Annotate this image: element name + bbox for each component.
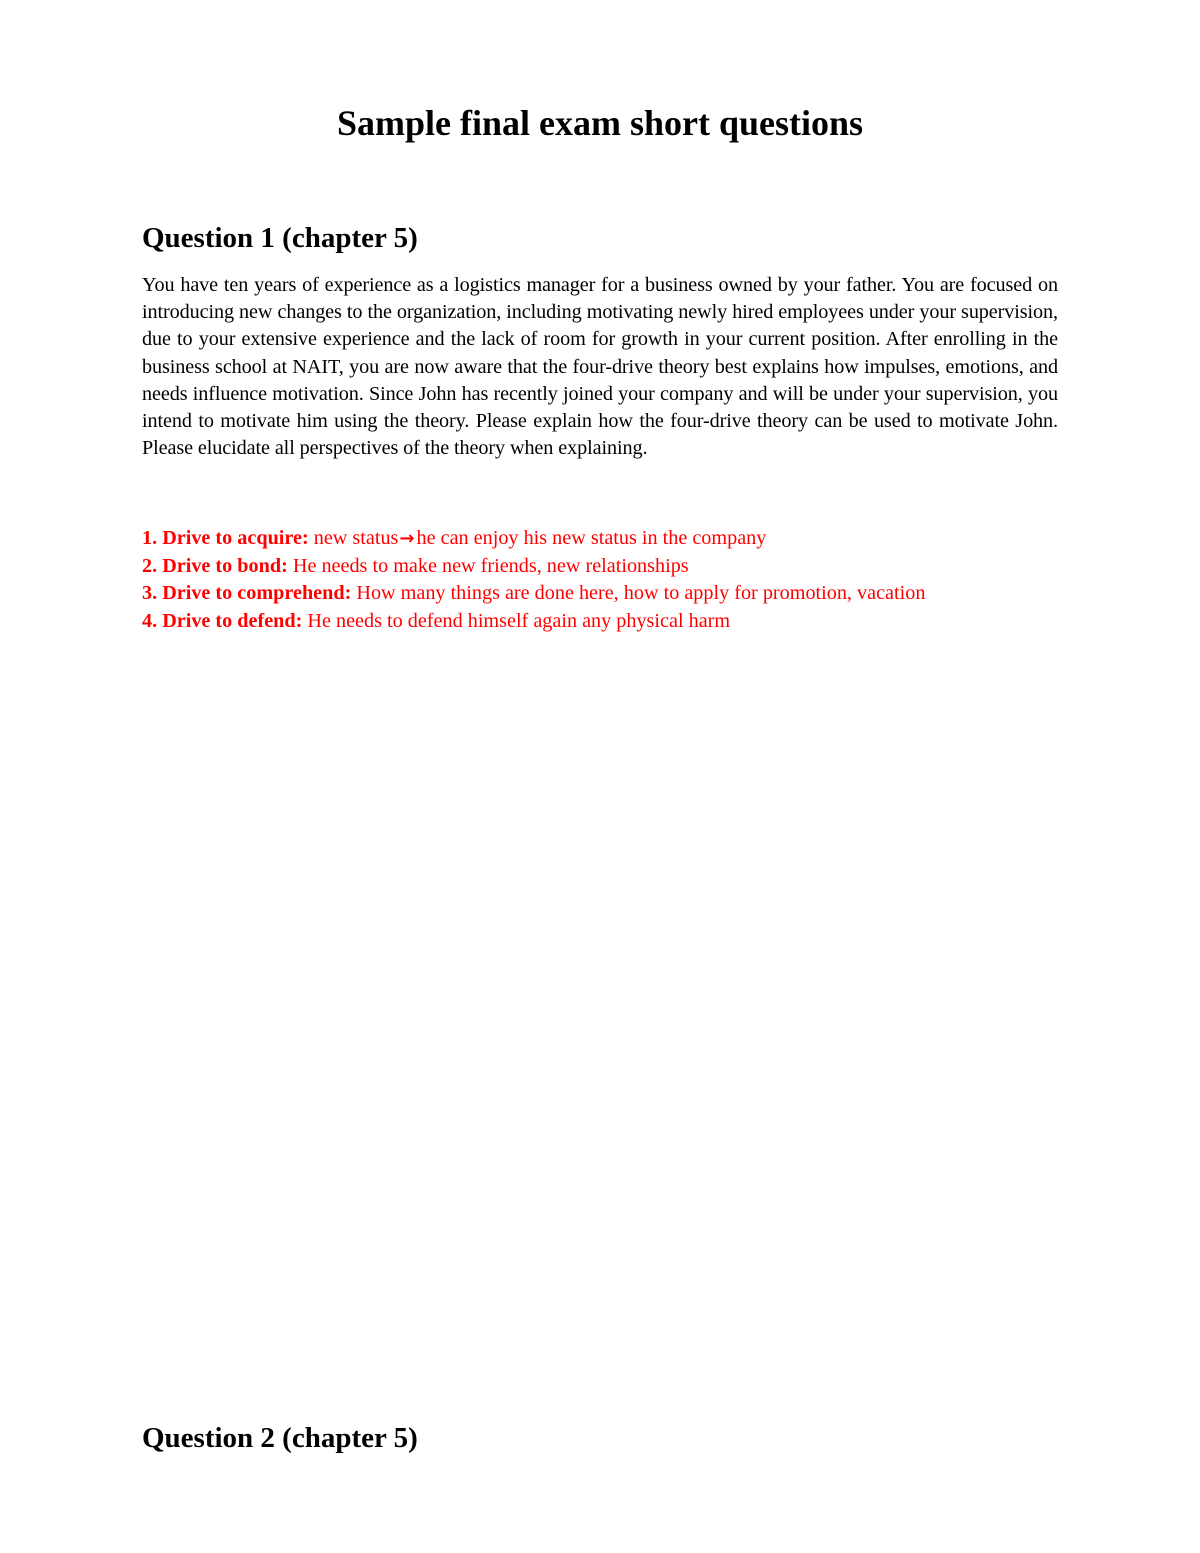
- answer-text-after: he can enjoy his new status in the company: [416, 527, 767, 549]
- answer-key: 2. Drive to bond:: [142, 554, 288, 577]
- answer-text: He needs to make new friends, new relationships: [292, 554, 689, 577]
- answer-item-acquire: [142, 525, 1072, 553]
- question-1-heading: Question 1 (chapter 5): [142, 222, 418, 254]
- question-2-heading: Question 2 (chapter 5): [142, 1422, 418, 1454]
- right-arrow-icon: →: [399, 528, 415, 549]
- answer-item-defend: [142, 608, 1072, 636]
- answer-item-comprehend: [142, 580, 1072, 608]
- answer-text: He needs to defend himself again any physical harm: [307, 609, 731, 632]
- answer-key: 1. Drive to acquire:: [142, 527, 309, 549]
- answer-text: new status: [313, 527, 399, 549]
- answer-key: 4. Drive to defend:: [142, 609, 303, 632]
- question-1-body: You have ten years of experience as a logistics manager for a business owned by your father. You are focused on introducing new changes to the organization, including motivating newly hired employees under your supervision, due to your extensive experience and the lack of room for growth in your current position. After enrolling in the business school at NAIT, you are now aware that the four-drive theory best explains how impulses, emotions, and needs influence motivation. Since John has recently joined your company and will be under your supervision, you intend to motivate him using the theory. Please explain how the four-drive theory can be used to motivate John. Please elucidate all perspectives of the theory when explaining.: [142, 274, 1058, 460]
- document-title: Sample final exam short questions: [336, 103, 864, 143]
- answer-list: [142, 525, 1072, 635]
- answer-key: 3. Drive to comprehend:: [142, 582, 352, 604]
- answer-item-bond: [142, 553, 1072, 581]
- answer-text: How many things are done here, how to apply for promotion, vacation: [356, 582, 926, 604]
